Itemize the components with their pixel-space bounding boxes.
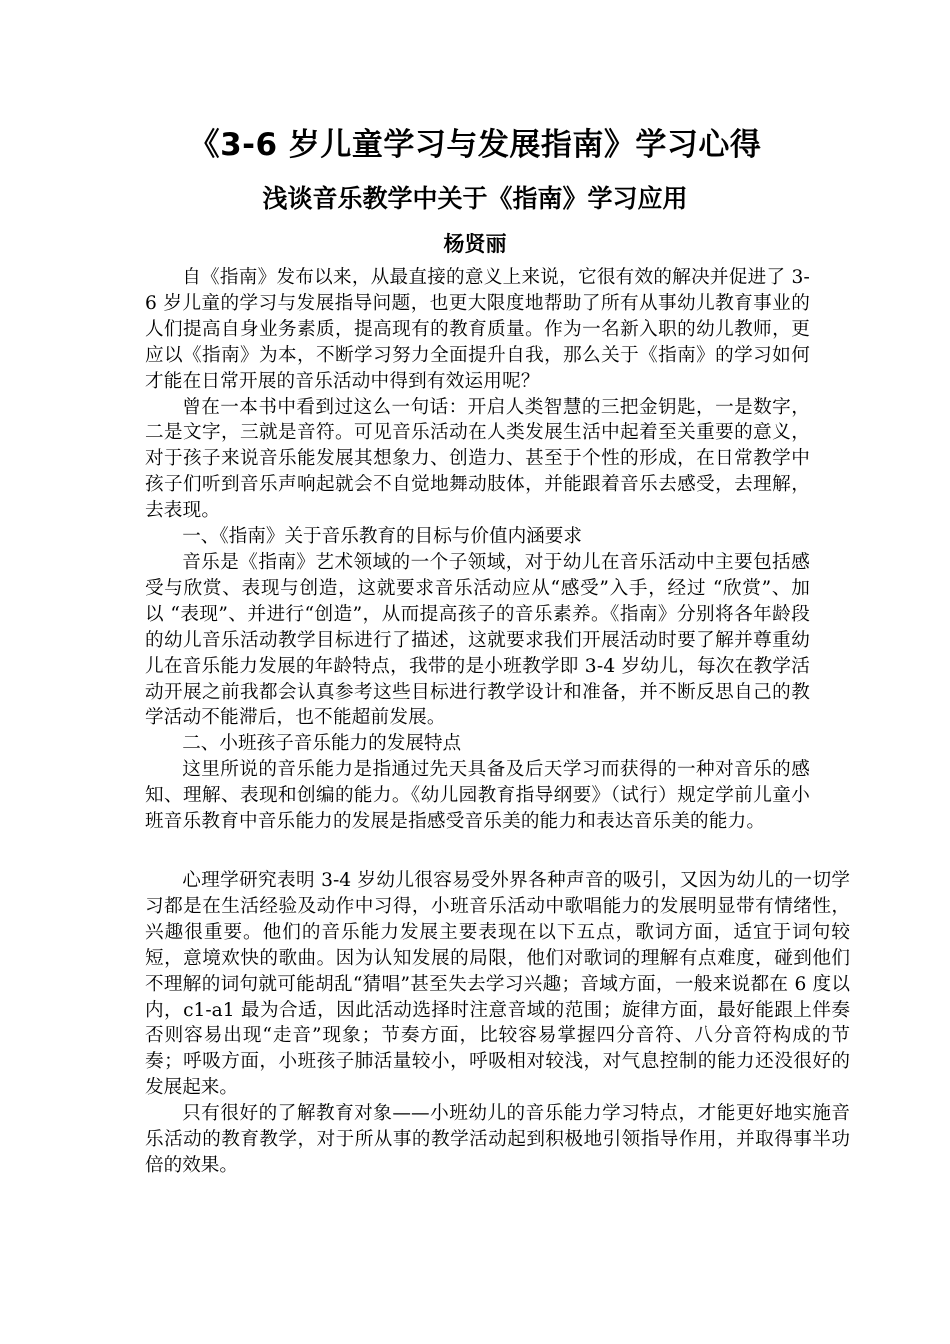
section-heading-1: 一、《指南》关于音乐教育的目标与价值内涵要求 bbox=[182, 526, 582, 548]
document-author: 杨贤丽 bbox=[443, 232, 507, 256]
paragraph-intro: 自《指南》发布以来，从最直接的意义上来说，它很有效的解决并促进了 3-6 岁儿童的学习与发展指导问题，也更大限度地帮助了所有从事幼儿教育事业的人们提高自身业务素质，提高现有的教育质量。作为一名新入职的幼儿教师，更应以《指南》为本，不断学习努力全面提升自我，那么关于《指南》的学习如何才能在日常开展的音乐活动中得到有效运用呢？ bbox=[145, 267, 810, 392]
document-body-continued bbox=[145, 868, 850, 1179]
paragraph-section-1: 音乐是《指南》艺术领域的一个子领域，对于幼儿在音乐活动中主要包括感受与欣赏、表现与创造，这就要求音乐活动应从“感受”入手，经过 “欣赏”、加以 “表现”、并进行“创造”，从而提高孩子的音乐素养。《指南》分别将各年龄段的幼儿音乐活动教学目标进行了描述，这就要求我们开展活动时要了解并尊重幼儿在音乐能力发展的年龄特点，我带的是小班教学即 3-4 岁幼儿，每次在教学活动开展之前我都会认真参考这些目标进行教学设计和准备，并不断反思自己的教学活动不能滞后，也不能超前发展。 bbox=[145, 551, 810, 729]
section-heading-2: 二、小班孩子音乐能力的发展特点 bbox=[182, 733, 462, 755]
paragraph-conclusion: 只有很好的了解教育对象——小班幼儿的音乐能力学习特点，才能更好地实施音乐活动的教育教学，对于所从事的教学活动起到积极地引领指导作用，并取得事半功倍的效果。 bbox=[145, 1103, 850, 1176]
document-body bbox=[145, 265, 810, 835]
document-subtitle: 浅谈音乐教学中关于《指南》学习应用 bbox=[262, 184, 688, 213]
paragraph-section-2: 这里所说的音乐能力是指通过先天具备及后天学习而获得的一种对音乐的感知、理解、表现和创编的能力。《幼儿园教育指导纲要》（试行）规定学前儿童小班音乐教育中音乐能力的发展是指感受音乐美的能力和表达音乐美的能力。 bbox=[145, 759, 810, 833]
paragraph-psychology: 心理学研究表明 3-4 岁幼儿很容易受外界各种声音的吸引，又因为幼儿的一切学习都是在生活经验及动作中习得，小班音乐活动中歌唱能力的发展明显带有情绪性，兴趣很重要。他们的音乐能力发展主要表现在以下五点，歌词方面，适宜于词句较短，意境欢快的歌曲。因为认知发展的局限，他们对歌词的理解有点难度，碰到他们不理解的词句就可能胡乱“猜唱”甚至失去学习兴趣；音域方面，一般来说都在 6 度以内，c1-a1 最为合适，因此活动选择时注意音域的范围；旋律方面，最好能跟上伴奏否则容易出现“走音”现象；节奏方面，比较容易掌握四分音符、八分音符构成的节奏；呼吸方面，小班孩子肺活量较小，呼吸相对较浅，对气息控制的能力还没很好的发展起来。 bbox=[145, 870, 850, 1099]
document-title: 《3-6 岁儿童学习与发展指南》学习心得 bbox=[188, 127, 762, 163]
paragraph-quote: 曾在一本书中看到过这么一句话：开启人类智慧的三把金钥匙，一是数字，二是文字，三就是音符。可见音乐活动在人类发展生活中起着至关重要的意义，对于孩子来说音乐能发展其想象力、创造力、甚至于个性的形成，在日常教学中孩子们听到音乐声响起就会不自觉地舞动肢体，并能跟着音乐去感受，去理解，去表现。 bbox=[145, 396, 810, 522]
